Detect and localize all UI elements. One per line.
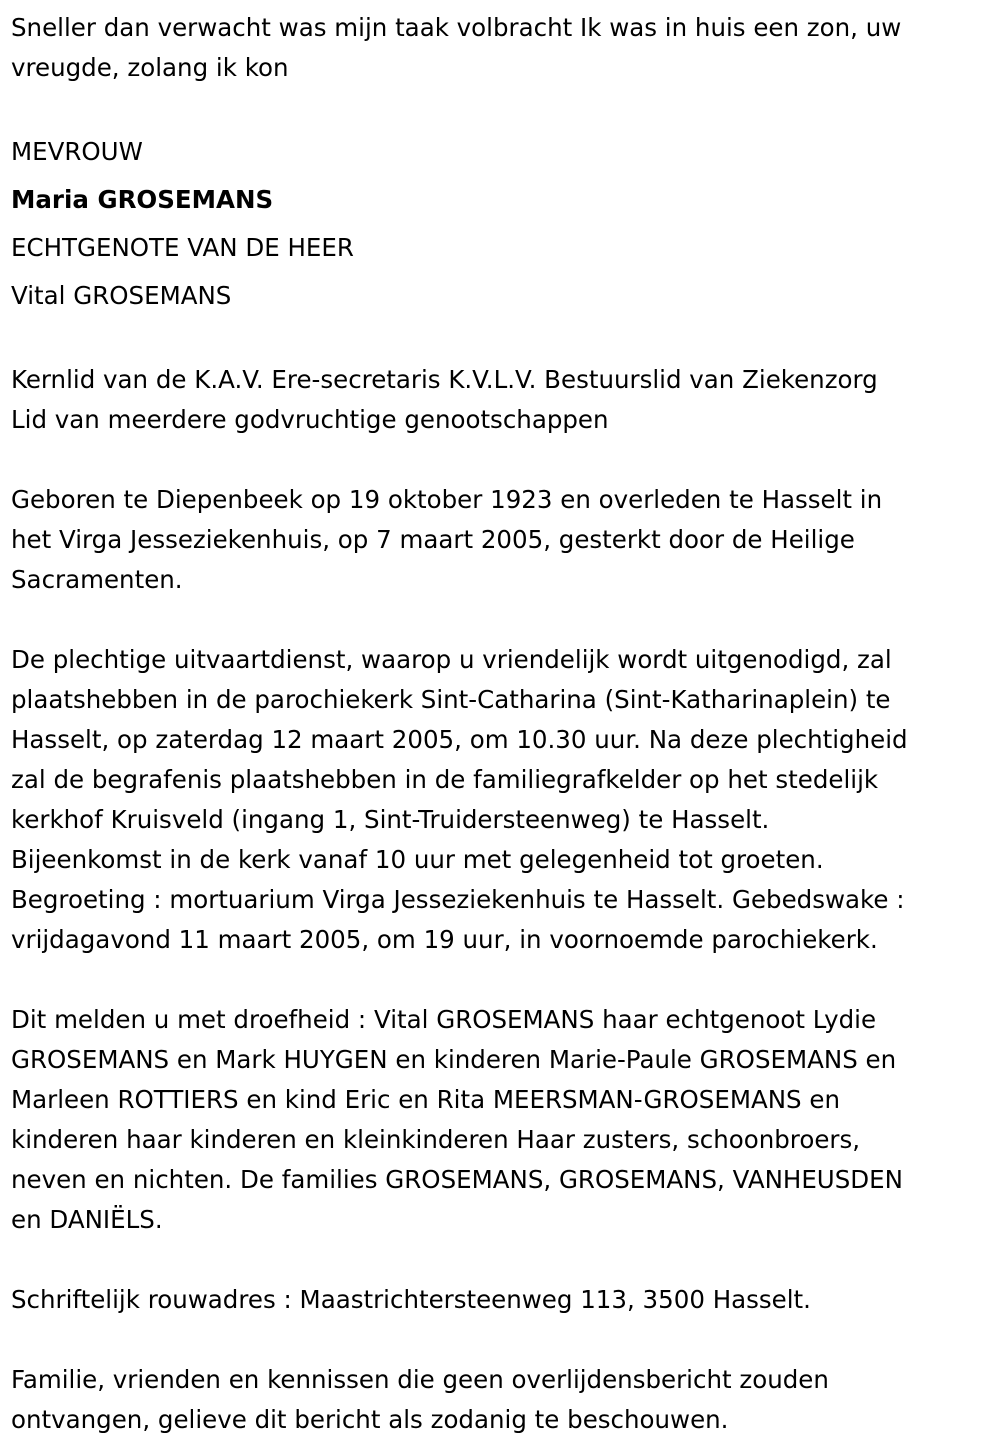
- funeral-line: Hasselt, op zaterdag 12 maart 2005, om 10.30 uur. Na deze plechtigheid: [11, 725, 908, 754]
- deceased-relation: ECHTGENOTE VAN DE HEER: [11, 233, 354, 262]
- funeral-paragraph: [11, 640, 986, 960]
- birth-death-line: Geboren te Diepenbeek op 19 oktober 1923 en overleden te Hasselt in: [11, 485, 883, 514]
- funeral-line: Bijeenkomst in de kerk vanaf 10 uur met gelegenheid tot groeten.: [11, 845, 824, 874]
- closing-line: ontvangen, gelieve dit bericht als zodanig te beschouwen.: [11, 1405, 729, 1434]
- announcement-paragraph: [11, 1000, 986, 1240]
- membership-line: Kernlid van de K.A.V. Ere-secretaris K.V.L.V. Bestuurslid van Ziekenzorg: [11, 365, 878, 394]
- announcement-line: Dit melden u met droefheid : Vital GROSEMANS haar echtgenoot Lydie: [11, 1005, 877, 1034]
- spouse-name: Vital GROSEMANS: [11, 281, 232, 310]
- announcement-line: Marleen ROTTIERS en kind Eric en Rita MEERSMAN-GROSEMANS en: [11, 1085, 840, 1114]
- announcement-line: kinderen haar kinderen en kleinkinderen Haar zusters, schoonbroers,: [11, 1125, 861, 1154]
- announcement-line: neven en nichten. De families GROSEMANS, GROSEMANS, VANHEUSDEN: [11, 1165, 903, 1194]
- membership-line: Lid van meerdere godvruchtige genootschappen: [11, 405, 609, 434]
- funeral-line: kerkhof Kruisveld (ingang 1, Sint-Truidersteenweg) te Hasselt.: [11, 805, 770, 834]
- verse-line: Sneller dan verwacht was mijn taak volbracht Ik was in huis een zon, uw: [11, 13, 902, 42]
- closing-line: Familie, vrienden en kennissen die geen overlijdensbericht zouden: [11, 1365, 829, 1394]
- announcement-line: en DANIËLS.: [11, 1205, 163, 1234]
- birth-death-paragraph: [11, 480, 986, 600]
- funeral-line: vrijdagavond 11 maart 2005, om 19 uur, in voornoemde parochiekerk.: [11, 925, 878, 954]
- verse-line: vreugde, zolang ik kon: [11, 53, 289, 82]
- funeral-line: Begroeting : mortuarium Virga Jesseziekenhuis te Hasselt. Gebedswake :: [11, 885, 905, 914]
- funeral-line: De plechtige uitvaartdienst, waarop u vriendelijk wordt uitgenodigd, zal: [11, 645, 892, 674]
- deceased-name: Maria GROSEMANS: [11, 185, 274, 214]
- closing-paragraph: [11, 1360, 986, 1440]
- memberships-paragraph: [11, 360, 986, 440]
- funeral-line: zal de begrafenis plaatshebben in de familiegrafkelder op het stedelijk: [11, 765, 879, 794]
- opening-verse: [11, 8, 986, 88]
- funeral-line: plaatshebben in de parochiekerk Sint-Catharina (Sint-Katharinaplein) te: [11, 685, 891, 714]
- birth-death-line: het Virga Jesseziekenhuis, op 7 maart 2005, gesterkt door de Heilige: [11, 525, 855, 554]
- address-line: Schriftelijk rouwadres : Maastrichtersteenweg 113, 3500 Hasselt.: [11, 1285, 811, 1314]
- birth-death-line: Sacramenten.: [11, 565, 183, 594]
- deceased-block: [11, 128, 986, 320]
- obituary-document: [11, 8, 986, 1440]
- deceased-title: MEVROUW: [11, 137, 143, 166]
- announcement-line: GROSEMANS en Mark HUYGEN en kinderen Marie-Paule GROSEMANS en: [11, 1045, 897, 1074]
- address-paragraph: [11, 1280, 986, 1320]
